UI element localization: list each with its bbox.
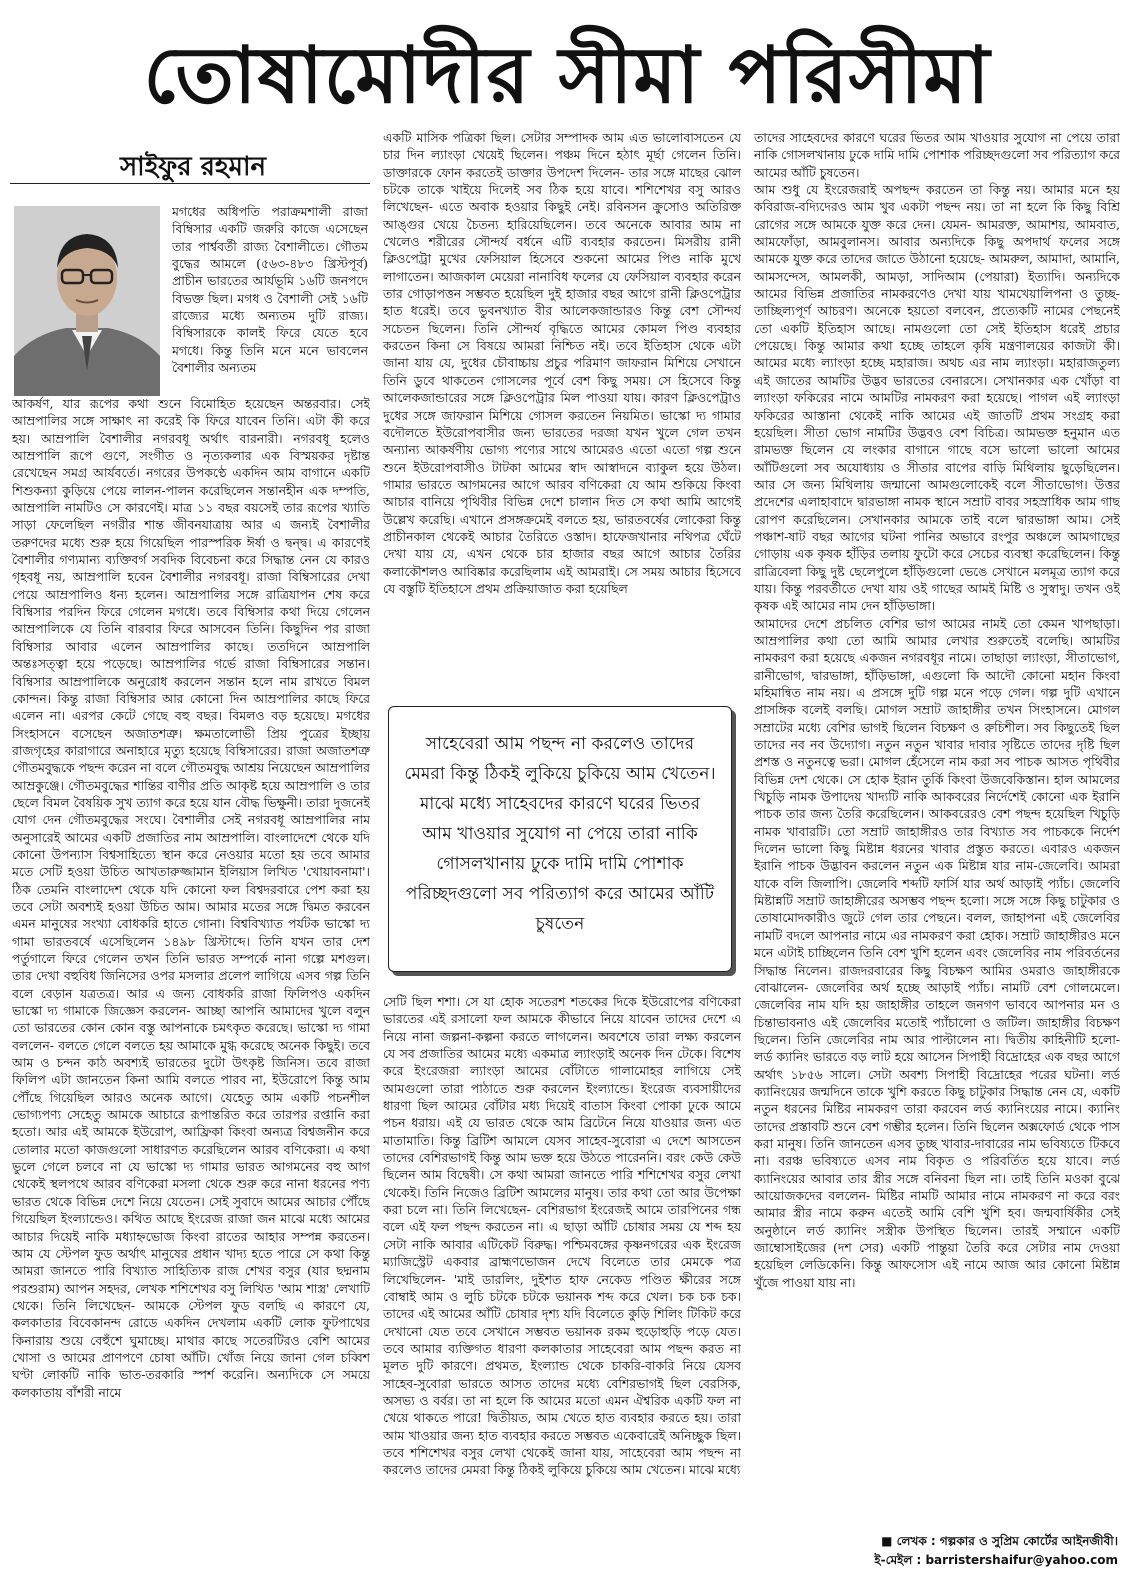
- article-headline: তোষামোদীর সীমা পরিসীমা: [143, 31, 991, 121]
- pull-quote-box: [388, 706, 732, 972]
- pull-quote-text: সাহেবেরা আম পছন্দ না করলেও তাদের মেমরা কিন্তু ঠিকই লুকিয়ে চুকিয়ে আম খেতেন। মাঝে মধ্যে সাহেবদের কারণে ঘরের ভিতর আম খাওয়ার সুযোগ না পেয়ে তারা নাকি গোসলখানায় ঢুকে দামি দামি পোশাক পরিচ্ছদগুলো সব পরিত্যাগ করে আমের আঁটি চুষতেন: [404, 734, 716, 934]
- author-photo: [14, 206, 160, 396]
- author-credit-line: ■ লেখক : গল্পকার ও সুপ্রিম কোর্টের আইনজীবী।: [881, 1534, 1118, 1548]
- body-paragraph: একটি মাসিক পত্রিকা ছিল। সেটার সম্পাদক আম এত ভালোবাসতেন যে চার দিন ল্যাংড়া খেয়েই ছিলেন। পঞ্চম দিনে হঠাৎ মূর্ছা গেলেন তিনি। ডাক্তারকে ফোন করতেই ডাক্তার উপদেশ দিলেন- তার সঙ্গে মাছের ঝোল চটকে তাকে খাইয়ে দিলেই সব ঠিক হয়ে যাবে। শশিশেখর বসু আরও লিখেছেন- এতে অবাক হওয়ার কিছুই নেই। রবিনসন ক্রুসোও অতিরিক্ত আঙ্গুর খেয়ে চৈতন্য হারিয়েছিলেন। তবে অনেকে আবার আম না খেলেও শরীরের সৌন্দর্য বর্ধনে এটি ব্যবহার করতেন। মিসরীয় রানী ক্লিওপেট্রা মুখের ফেসিয়াল হিসেবে শুকনো আমের পিণ্ড নাকি মুখে লাগাতেন। আজকাল মেয়েরা নানাবিধ ফলের যে ফেসিয়াল ব্যবহার করেন তার গোড়াপত্তন সম্ভবত হয়েছিল দুই হাজার বছর আগে রানী ক্লিওপেট্রার হাত ধরেই। তবে ভুবনখ্যাত বীর আলেকজান্ডারও কিন্তু বেশ সৌন্দর্য সচেতন ছিলেন। তিনি সৌন্দর্য বৃদ্ধিতে আমের কোমল পিণ্ড ব্যবহার করতেন কিনা সে বিষয়ে আমরা নিশ্চিত নই। তবে ইতিহাস থেকে এটা জানা যায় যে, দুধের চৌবাচ্চায় প্রচুর পরিমাণ জাফরান মিশিয়ে সেখানে তিনি ডুবে থাকতেন গোসলের পূর্বে বেশ কিছু সময়। সে হিসেবে কিন্তু আলেকজান্ডারের সঙ্গে ক্লিওপেট্রার মিল পাওয়া যায়। কারণ ক্লিওপেট্রাও দুধের সঙ্গে জাফরান মিশিয়ে গোসল করতেন নিয়মিত। ভাস্কো দ্য গামার বদৌলতে ইউরোপবাসীর জন্য ভারতের দরজা যখন খুলে গেল তখন অন্যান্য আকর্ষণীয় ভোগ্য পণ্যের সাথে আমেরও এতো এতো গল্প শুনে শুনে ইউরোপবাসীও টাটকা আমের স্বাদ আস্বাদনে ব্যাকুল হয়ে উঠল। গামার ভারতে আগমনের আগে আরব বণিকেরা যে আম শুকিয়ে কিংবা আচার বানিয়ে পৃথিবীর বিভিন্ন দেশে চালান দিত সে কথা আমি আগেই উল্লেখ করেছি। এখানে প্রসঙ্গক্রমেই বলতে হয়, ভারতবর্ষের লোকেরা কিন্তু প্রাচীনকাল থেকেই আচার তৈরিতে ওস্তাদ। হাফেজখানার নথিপত্র ঘেঁটে দেখা যায় যে, এখন থেকে চার হাজার বছর আগে আচার তৈরির কলাকৌশলও আবিষ্কার করেছিলাম এই আমরাই। সে সময় আচার হিসেবে যে বস্তুটি ইতিহাসে প্রথম প্রক্রিয়াজাত করা হয়েছিল: [383, 130, 741, 596]
- author-byline: সাইফুর রহমান: [120, 152, 267, 182]
- body-paragraph: মগধের অধিপতি পরাক্রমশালী রাজা বিম্বিসার একটি জরুরি কাজে এসেছেন তার পার্শ্ববর্তী রাজ্য বৈশালীতে। গৌতম বুদ্ধের আমলে (৫৬৩-৪৮৩ খ্রিস্টপূর্ব) প্রাচীন ভারতের আর্যভূমি ১৬টি জনপদে বিভক্ত ছিল। মগধ ও বৈশালী সেই ১৬টি রাজ্যের মধ্যে অন্যতম দুটি রাজ্য। বিম্বিসারকে কালই ফিরে যেতে হবে মগধে। কিন্তু তিনি মনে মনে ভাবলেন বৈশালীর অন্যতম: [172, 204, 368, 376]
- body-paragraph: আমাদের দেশে প্রচলিত বেশির ভাগ আমের নামই তো কেমন খাপছাড়া। আম্রপালির কথা তো আমি আমার লেখার শুরুতেই বলেছি। আমটির নামকরণ করা হয়েছে একজন নগরবধূর নামে। তাছাড়া ল্যাংড়া, সীতাভোগ, রানীভোগ, দ্বারভাঙ্গা, হাঁড়িভাঙ্গা, এগুলো কি আদৌ কোনো মহান কিংবা মহিমান্বিত নাম নয়। এ প্রসঙ্গে দুটি গল্প মনে পড়ে গেল। গল্প দুটি এখানে প্রাসঙ্গিক বলেই বলছি। মোগল সম্রাট জাহাঙ্গীর তখন সিংহাসনে। মোগল সম্রাটের মধ্যে বেশির ভাগই ছিলেন বিচক্ষণ ও রুচিশীল। সব কিছুতেই ছিল তাদের নব নব উদ্যোগ। নতুন নতুন খাবার দাবার সৃষ্টিতে তাদের দৃষ্টি ছিল প্রশস্ত ও নতুনত্বে ভরা। মোগল হেঁসেলে নাম করা সব পাচক আসত পৃথিবীর বিভিন্ন দেশ থেকে। সে হোক ইরান তুর্কি কিংবা উজবেকিস্তান। হাল আমলের খিচুড়ি নামক উপাদেয় খাদ্যটি নাকি আকবরের নির্দেশেই কোনো এক ইরানি পাচক তার জন্য তৈরি করেছিলেন। আকবরেরও বেশ পছন্দ হয়েছিল খিচুড়ি নামক খাবারটি। তো সম্রাট জাহাঙ্গীরও তার বিখ্যাত সব পাচককে নির্দেশ দিলেন ভালো কিছু মিষ্টান্ন ধরনের খাবার প্রস্তুত করতে। এবারও একজন ইরানি পাচক উদ্ভাবন করলেন নতুন এক মিষ্টান্ন যার নাম-জেলেবি। আমরা যাকে বলি জিলাপি। জেলেবি শব্দটি ফার্সি যার অর্থ আড়াই প্যাঁচ। জেলেবি মিষ্টান্নটি সম্রাট জাহাঙ্গীরের অসম্ভব পছন্দ হলো। সঙ্গে সঙ্গে কিছু চাটুকার ও তোষামোদকারীও জুটে গেল তার পেছনে। বলল, জাহাপনা এই জেলেবির নামটি বদলে আপনার নামে এর নামকরণ করা হোক। সম্রাট জাহাঙ্গীরও মনে মনে এটাই চাচ্ছিলেন তিনি বেশ খুশি হলেন এবং জেলেবির নাম পরিবর্তনের সিদ্ধান্ত নিলেন। রাজদরবারের কিছু বিচক্ষণ আমির ওমরাও জাহাঙ্গীরকে বোঝালেন- জেলেবির অর্থ হচ্ছে আড়াই প্যাঁচ। নামটি বেশ গোলমেলে। জেলেবির নাম যদি হয় জাহাঙ্গীর তাহলে জনগণ ভাববে আপনার মন ও চিন্তাভাবনাও এই জেলেবির মতোই প্যাঁচালো ও জটিল। জাহাঙ্গীর বিচক্ষণ ছিলেন। তিনি জেলেবির নাম আর পাল্টালেন না। দ্বিতীয় কাহিনীটি হলো- লর্ড ক্যানিং ভারতে বড় লাট হয়ে আসেন সিপাহী বিদ্রোহের এক বছর আগে অর্থাৎ ১৮৫৬ সালে। সেটা অবশ্য সিপাহী বিদ্রোহের পরের ঘটনা। লর্ড ক্যানিংয়ের জন্মদিনে তাকে খুশি করতে কিছু চাটুকার সিদ্ধান্ত নেন যে, একটি নতুন ধরনের মিষ্টির নামকরণ তারা করবেন লর্ড ক্যানিংয়ের নামে। ক্যানিং তাদের প্রস্তাবটি শুনে বেশ গম্ভীর হলেন। তিনি ছিলেন অক্সফোর্ড থেকে পাস করা মানুষ। তিনি জানতেন এসব তুচ্ছ খাবার-দাবারের নাম ভবিষ্যতে টিকবে না। বরঞ্চ ভবিষ্যতে এসব নাম বিকৃত ও পরিবর্তিত হয়ে যাবে। লর্ড ক্যানিংয়ের আবার তার স্ত্রীর সঙ্গে বনিবনা ছিল না। তাই তিনি মওকা বুঝে আয়োজকদের বললেন- মিষ্টির নামটি আমার নামে নামকরণ না করে বরং আমার স্ত্রীর নামে করুন এতেই আমি বেশি খুশি হব। জন্মবার্ষিকীর সেই অনুষ্ঠানে লর্ড ক্যানিং সস্ত্রীক উপস্থিত ছিলেন। তারই সম্মানে একটি জাম্বোসাইজের (দশ সের) একটি পান্তুয়া তৈরি করে সেটার নাম দেওয়া হয়েছিল লেডিকেনি। কিন্তু আফসোস এই নামে আজ আর কোনো মিষ্টান্ন খুঁজে পাওয়া যায় না।: [754, 615, 1120, 1290]
- author-email-line: ই-মেইল : barristershaifur@yahoo.com: [874, 1553, 1118, 1567]
- author-credit: [874, 1532, 1118, 1570]
- column-1: [12, 395, 370, 1565]
- body-paragraph: সেটি ছিল শশা। সে যা হোক সতেরশ শতকের দিকে ইউরোপের বণিকেরা ভারতের এই রসালো ফল আমকে কীভাবে নিয়ে যাবেন তাদের দেশে এ নিয়ে নানা জল্পনা-কল্পনা করতে লাগলেন। অবশেষে তারা লক্ষ্য করলেন যে সব প্রজাতির আমের মধ্যে একমাত্র ল্যাংড়াই অনেক দিন টেকে। বিশেষ করে ইংরেজরা ল্যাংড়া আমের বোঁটাতে গালামোহর লাগিয়ে সেই আমগুলো তারা পাঠাতে শুরু করলেন ইংল্যান্ডে। ইংরেজ ব্যবসায়ীদের ধারণা ছিল আমের বোঁটার মধ্য দিয়েই বাতাস কিংবা পোকা ঢুকে আমে পচন ধরায়। এই যে ভারত থেকে আম ব্রিটেনে নিয়ে যাওয়ার জন্য এত মাতামাতি। কিন্তু ব্রিটিশ আমলে যেসব সাহেব-সুবোরা এ দেশে আসতেন তাদের বেশিরভাগই কিন্তু আম ভক্ত হয়ে উঠতে পারেননি। বরং কেউ কেউ ছিলেন আম বিদ্বেষী। সে কথা আমরা জানতে পারি শশিশেখর বসুর লেখা থেকেই। তিনি নিজেও ব্রিটিশ আমলের মানুষ। তার কথা তো আর উপেক্ষা করা চলে না। তিনি লিখেছেন- বেশিরভাগ ইংরেজই আমে তারপিনের গন্ধ বলে এই ফল পছন্দ করতেন না। এ ছাড়া আঁটি চোষার সময় যে শব্দ হয় সেটা নাকি আবার এটিকেট বিরুদ্ধ। পশ্চিমবঙ্গের কৃষ্ণনগরের এক ইংরেজ ম্যাজিস্ট্রেট একবার ব্রাহ্মণভোজন দেখে বিলেতে তার মেমকে পত্র লিখেছিলেন- 'মাই ডারলিং, দুইশত হাফ নেকেড পণ্ডিত ক্ষীরের সঙ্গে বোম্বাই আম ও লুচি চটকে চটকে ভয়ানক শব্দ করে খেল। চক চক চক। তাদের এই আমের আঁটি চোষার দৃশ্য যদি বিলেতে কুড়ি শিলিং টিকিট করে দেখানো যেত তবে সেখানে সম্ভবত ভয়ানক রকম হুড়োহুড়ি পড়ে যেত। তবে আমার ব্যক্তিগত ধারণা কলকাতার সাহেবেরা আম পছন্দ করত না মূলত দুটি কারণে। প্রথমত, ইংল্যান্ড থেকে চাকরি-বাকরি নিয়ে যেসব সাহেব-সুবোরা ভারতে আসত তাদের মধ্যে বেশিরভাগই ছিল বেরসিক, অসভ্য ও বর্বর। তা না হলে কি আমের মতো এমন ঐশ্বরিক একটি ফল না খেয়ে থাকতে পারে! দ্বিতীয়ত, আম খেতে হাত ব্যবহার করতে হয়। তারা আম খাওয়ার জন্য হাত ব্যবহার করতে সম্ভবত একেবারেই অনিচ্ছুক ছিল। তবে শশিশেখর বসুর লেখা থেকেই জানা যায়, সাহেবেরা আম পছন্দ না করলেও তাদের মেমরা কিন্তু ঠিকই লুকিয়ে চুকিয়ে আম খেতেন। মাঝে মধ্যে: [383, 994, 741, 1478]
- body-paragraph: তাদের সাহেবদের কারণে ঘরের ভিতর আম খাওয়ার সুযোগ না পেয়ে তারা নাকি গোসলখানায় ঢুকে দামি দামি পোশাক পরিচ্ছদগুলো সব পরিত্যাগ করে আমের আঁটি চুষতেন।: [754, 130, 1120, 180]
- body-paragraph: আম শুধু যে ইংরেজরাই অপছন্দ করতেন তা কিন্তু নয়। আমার মনে হয় কবিরাজ-বদ্যিদেরও আম খুব একটা পছন্দ নয়। তা না হলে কি কিছু বিশ্রি রোগের সঙ্গে আমকে যুক্ত করে দেন। যেমন- আমরক্ত, আমাশয়, আমবাত, আমফোঁড়া, আমবুলানস। আবার অন্যদিকে কিছু অপদার্থ ফলের সঙ্গে আমকে যুক্ত করে তাদের জাতে উঠানো হয়েছে- আমরুল, আমাদা, আমানি, আমসন্দেস, আমলকী, আমড়া, সাদিআম (পেয়ারা) ইত্যাদি। অন্যদিকে আমের বিভিন্ন প্রজাতির নামকরণেও দেখা যায় খামখেয়ালিপনা ও তুচ্ছ-তাচ্ছিল্যপূর্ণ আচরণ। অনেকে হয়তো বলবেন, প্রত্যেকটি নামের পেছনেই তো একটি ইতিহাস আছে। নামগুলো তো সেই ইতিহাস ধরেই প্রচার পেয়েছে। কিন্তু আমার কথা হচ্ছে তাহলে কৃষি মন্ত্রণালয়ের কাজটা কী। আমের মধ্যে ল্যাংড়া হচ্ছে মহারাজ। অথচ এর নাম ল্যাংড়া। মহারাজতুল্য এই জাতের আমটির উদ্ভব ভারতের বেনারসে। সেখানকার এক খোঁড়া বা ল্যাংড়া ফকিরের নামে আমটির নামকরণ করা হয়েছে। পাগল এই ল্যাংড়া ফকিরের আস্তানা থেকেই নাকি আমের এই জাতটি প্রথম সংগ্রহ করা হয়েছিল। সীতা ভোগ নামটির উদ্ভবও বেশ বিচিত্র। আমভক্ত হনুমান এত রামভক্ত ছিলেন যে লংকার বাগানে গাছে বসে ভালো ভালো আমের আঁটিগুলো সব অযোধ্যায় ও সীতার বাপের বাড়ি মিথিলায় ছুড়েছিলেন। আর সে জন্য মিথিলায় জন্মানো আমগুলোকেই বলে সীতাভোগ। উত্তর প্রদেশের এলাহাবাদে দ্বারভাঙ্গা নামক স্থানে সম্রাট বাবর সহস্রাধিক আম গাছ রোপণ করেছিলেন। সেখানকার আমকে তাই বলে দ্বারভাঙ্গা আম। সেই পঞ্চাশ-ষাট বছর আগের ঘটনা পানির অভাবে রংপুর অঞ্চলে আমগাছের গোড়ায় এক কৃষক হাঁড়ির তলায় ফুটো করে সেচের ব্যবস্থা করেছিলেন। কিন্তু রাত্রিবেলা কিছু দুষ্ট ছেলেপুলে হাঁড়িগুলো ভেঙে সেখানে মলমূত্র ত্যাগ করে যায়। কিন্তু পরবর্তীতে দেখা যায় ওই গাছের আমই মিষ্টি ও সুস্বাদু। তখন ওই কৃষক এই আমের নাম দেন হাঁড়িভাঙ্গা।: [754, 182, 1120, 614]
- column-2-top: [383, 129, 741, 694]
- intro-paragraph: [172, 203, 368, 395]
- column-3: [754, 129, 1120, 1527]
- author-portrait-image: [14, 206, 160, 396]
- column-2-bottom: [383, 993, 741, 1568]
- byline-divider: [10, 183, 370, 184]
- body-paragraph: আকর্ষণ, যার রূপের কথা শুনে বিমোহিত হয়েছেন অন্তরবার। সেই আম্রপালির সঙ্গে সাক্ষাৎ না করেই কি ফিরে যাবেন তিনি। এটা কী করে হয়। আম্রপালি বৈশালীর নগরবধূ অর্থাৎ বারনারী। নগরবধূ হলেও আম্রপালি রূপে গুণে, সংগীত ও নৃত্যকলার এক বিস্ময়কর দৃষ্টান্ত রেখেছেন সমগ্র আর্যবর্তে। নগরের উপকণ্ঠে একদিন আম বাগানে একটি শিশুকন্যা কুড়িয়ে পেয়ে লালন-পালন করেছিলেন সন্তানহীন এক দম্পতি, আম্রপালি নামটিও সে কারণেই। মাত্র ১১ বছর বয়সেই তার রূপের খ্যাতি সাড়া ফেলেছিল নগরীর শান্ত জীবনযাত্রায় আর এ জন্যই বৈশালীর তরুণদের মধ্যে শুরু হয়ে গিয়েছিল পারস্পরিক ঈর্ষা ও দ্বন্দ্ব। এ কারণেই বৈশালীর গণ্যমান্য ব্যক্তিবর্গ সবদিক বিবেচনা করে সিদ্ধান্ত নেন যে কারও গৃহবধূ নয়, আম্রপালি হবেন বৈশালীর নগরবধূ। রাজা বিম্বিসারের দেখা পেয়ে আম্রপালিও ধন্য হলেন। আম্রপালির সঙ্গে রাত্রিযাপন শেষ করে বিম্বিসার পরদিন ফিরে গেলেন মগধে। তবে বিম্বিসার কথা দিয়ে গেলেন আম্রপালিকে যে তিনি বারবার ফিরে আসবেন তিনি। কিছুদিন পর রাজা বিম্বিসার আবার এলেন আম্রপালির কাছে। ততদিনে আম্রপালি অন্তঃসত্ত্বা হয়ে পড়েছে। আম্রপালির গর্ভে রাজা বিম্বিসারের সন্তান। বিম্বিসার আম্রপালিকে অনুরোধ করলেন সন্তান হলে নাম রাখতে বিমল কোন্দন। কিন্তু রাজা বিম্বিসার আর কোনো দিন আম্রপালির কাছে ফিরে এলেন না। এরপর কেটে গেছে বহু বছর। বিমলও বড় হয়েছে। মগধের সিংহাসনে বসেছেন অজাতশত্রু। ক্ষমতালোভী প্রিয় পুত্রের ইচ্ছায় রাজগৃহের কারাগারে অনাহারে মৃত্যু হয়েছে বিম্বিসারের। রাজা অজাতশত্রু গৌতমবুদ্ধকে পছন্দ করেন না বলে গৌতমবুদ্ধ আশ্রয় নিয়েছেন আম্রপালির আম্রকুঞ্জে। গৌতমবুদ্ধের শান্তির বাণীর প্রতি আকৃষ্ট হয়ে আম্রপালি ও তার ছেলে বিমল বৈষয়িক সুখ ত্যাগ করে হয়ে যান বৌদ্ধ ভিক্ষুনী। তারা দুজনেই যোগ দেন গৌতমবুদ্ধের সংঘে। বৈশালীর সেই নগরবধূ আম্রপালির নাম অনুসারেই আমের একটি প্রজাতির নাম আম্রপালি। বাংলাদেশে থেকে যদি কোনো উপন্যাস বিশ্বসাহিত্যে স্থান করে নেওয়ার মতো হয় তবে আমার মতে সেটি হওয়া উচিত আখতারুজ্জামান ইলিয়াস লিখিত 'খোয়াবনামা'। ঠিক তেমনি বাংলাদেশ থেকে যদি কোনো ফল বিশ্বদরবারে পেশ করা হয় তবে সেটা অবশ্যই হওয়া উচিত আম। আমার মতের সঙ্গে দ্বিমত করবেন এমন মানুষের সংখ্যা বোধকরি হাতে গোনা। বিশ্ববিখ্যাত পর্যটক ভাস্কো দ্য গামা ভারতবর্ষে এসেছিলেন ১৪৯৮ খ্রিস্টাব্দে। তিনি যখন তার দেশ পর্তুগালে ফিরে গেলেন তখন তিনি ভারত সম্পর্কে নানা গল্পে মশগুল। তার দেখা বহুবিধ জিনিসের ওপর মসলার প্রলেপ লাগিয়ে এসব গল্প তিনি বলে বেড়ান যত্রতত্র। আর এ জন্য বোধকরি রাজা ফিলিপও একদিন ভাস্কো দ্য গামাকে জিজ্ঞেস করলেন- আচ্ছা আপনি আমাদের খুলে বলুন তো ভারতের কোন কোন বস্তু আপনাকে চমৎকৃত করেছে। ভাস্কো দ্য গামা বললেন- বলতে গেলে বলতে হয় আমাকে মুগ্ধ করেছে অনেক কিছুই। তবে আম ও চন্দন কাঠ অবশ্যই ভারতের দুটো উৎকৃষ্ট জিনিস। তবে রাজা ফিলিপ এটা জানতেন কিনা আমি বলতে পারব না, ইউরোপে কিন্তু আম পৌঁছে গিয়েছিল আরও অনেক আগে। যেহেতু আম একটি পচনশীল ভোগ্যপণ্য সেহেতু আমকে আচারে রূপান্তরিত করে তারপর রপ্তানি করা হতো। আর এই আমকে ইউরোপ, আফ্রিকা কিংবা অন্যত্র বিশ্বজনীন করে তোলার মতো কাজগুলো সাধারণত করেছিলেন আরব বণিকেরা। এ কথা ভুলে গেলে চলবে না যে ভাস্কো দ্য গামার ভারত আগমনের বহু আগ থেকেই স্থলপথে আরব বণিকেরা মসলা থেকে শুরু করে নানা ধরনের পণ্য ভারত থেকে বিভিন্ন দেশে নিয়ে যেতেন। সেই সুবাদে আমের আচার পৌঁছে গিয়েছিল ইংল্যান্ডেও। কথিত আছে ইংরেজ রাজা জন মাঝে মধ্যে আমের আচার দিয়েই নাকি মধ্যাহ্নভোজ কিংবা রাতের আহার সম্পন্ন করতেন। আম যে স্টেপল ফুড অর্থাৎ মানুষের প্রধান খাদ্য হতে পারে সে কথা কিন্তু আমরা জানতে পারি বিখ্যাত সাহিত্যিক রাজ শেখর বসুর (যার ছদ্মনাম পরশুরাম) আপন সহদর, লেখক শশিশেখর বসু লিখিত 'আম শাস্ত্র' লেখাটি থেকে। তিনি লিখেছেন- আমকে স্টেপল ফুড বলছি এ কারণে যে, কলকাতার বিবেকানন্দ রোডে একদিন দেখলাম একটি লোক ফুটপাথের কিনারায় শুয়ে বেহুঁশে ঘুমাচ্ছে। মাথার কাছে সতেরটিরও বেশি আমের খোসা ও আমের প্রাণপণে চোষা আঁটি। খোঁজ নিয়ে জানা গেল চব্বিশ ঘণ্টা লোকটি নাকি ভাত-তরকারি স্পর্শ করেনি। অন্যদিকে সে সময়ে কলকাতায় বাঁশরী নামে: [12, 396, 370, 1400]
